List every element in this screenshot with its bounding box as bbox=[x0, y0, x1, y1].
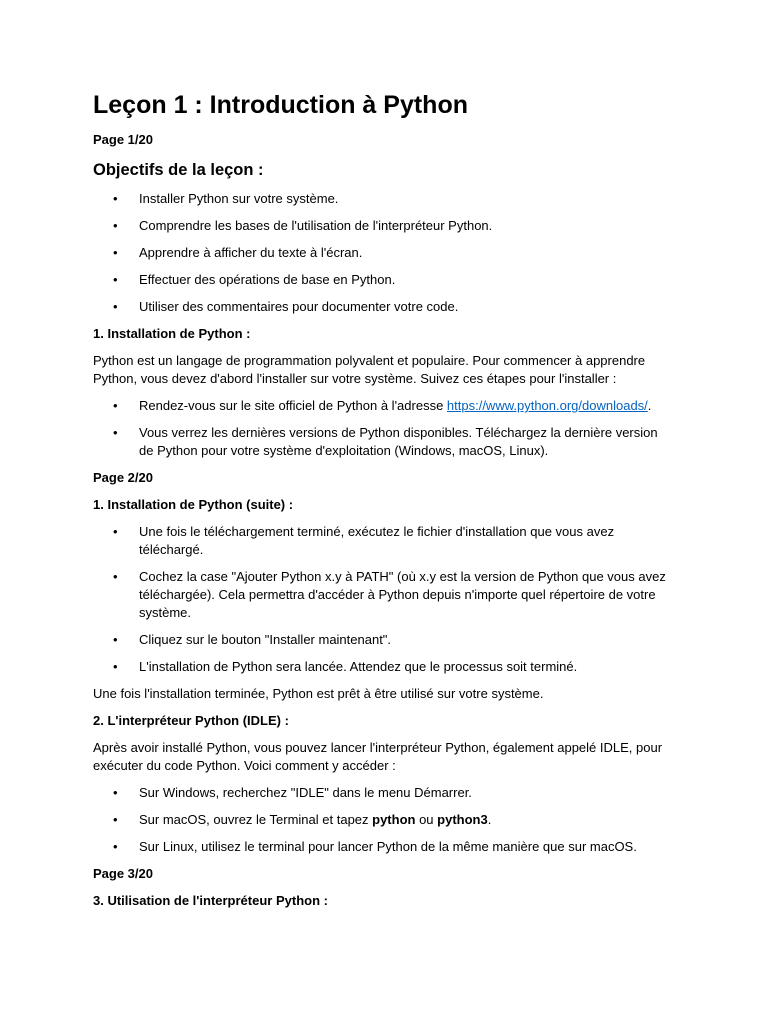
bullet-icon: • bbox=[113, 299, 118, 314]
command-python: python bbox=[372, 812, 416, 827]
list-item: • Cochez la case "Ajouter Python x.y à PATH" (où x.y est la version de Python que vous avez téléchargée). Cela permettra d'accéder à Python depuis n'importe quel répertoire de votre système. bbox=[113, 569, 666, 620]
bullet-icon: • bbox=[113, 272, 118, 287]
section-heading: 2. L'interpréteur Python (IDLE) : bbox=[93, 713, 289, 728]
bullet-icon: • bbox=[113, 191, 118, 206]
objectives-list bbox=[93, 190, 668, 316]
command-python3: python3 bbox=[437, 812, 488, 827]
page-number: Page 3/20 bbox=[93, 866, 153, 881]
paragraph: Python est un langage de programmation polyvalent et populaire. Pour commencer à apprendre Python, vous devez d'abord l'installer sur votre système. Suivez ces étapes pour l'installer : bbox=[93, 353, 646, 386]
bullet-icon: • bbox=[113, 632, 118, 647]
bullet-icon: • bbox=[113, 839, 118, 854]
objectives-heading: Objectifs de la leçon : bbox=[93, 161, 264, 179]
paragraph: Après avoir installé Python, vous pouvez lancer l'interpréteur Python, également appelé IDLE, pour exécuter du code Python. Voici comment y accéder : bbox=[93, 740, 663, 773]
idle-access-list bbox=[93, 784, 668, 856]
bullet-icon: • bbox=[113, 524, 118, 539]
list-item: • Effectuer des opérations de base en Python. bbox=[113, 272, 396, 287]
python-downloads-link[interactable]: https://www.python.org/downloads/ bbox=[446, 398, 648, 413]
list-item: • Une fois le téléchargement terminé, exécutez le fichier d'installation que vous avez téléchargé. bbox=[113, 524, 615, 557]
section-heading: 1. Installation de Python (suite) : bbox=[93, 497, 294, 512]
install-steps-list bbox=[93, 397, 668, 460]
list-item: • Vous verrez les dernières versions de Python disponibles. Téléchargez la dernière version de Python pour votre système d'exploitation (Windows, macOS, Linux). bbox=[113, 425, 658, 458]
list-item: • Utiliser des commentaires pour documenter votre code. bbox=[113, 299, 459, 314]
bullet-icon: • bbox=[113, 245, 118, 260]
bullet-icon: • bbox=[113, 659, 118, 674]
page-number: Page 1/20 bbox=[93, 132, 153, 147]
bullet-icon: • bbox=[113, 569, 118, 584]
list-item: • Cliquez sur le bouton "Installer maintenant". bbox=[113, 632, 392, 647]
list-item: • Sur macOS, ouvrez le Terminal et tapez python ou python3. bbox=[113, 812, 492, 827]
section-heading: 1. Installation de Python : bbox=[93, 326, 251, 341]
bullet-icon: • bbox=[113, 218, 118, 233]
list-item: • Installer Python sur votre système. bbox=[113, 191, 339, 206]
list-item: • Rendez-vous sur le site officiel de Python à l'adresse https://www.python.org/downloads/. bbox=[113, 398, 652, 413]
bullet-icon: • bbox=[113, 398, 118, 413]
list-item: • Sur Linux, utilisez le terminal pour lancer Python de la même manière que sur macOS. bbox=[113, 839, 637, 854]
paragraph: Une fois l'installation terminée, Python est prêt à être utilisé sur votre système. bbox=[93, 686, 544, 701]
lesson-title: Leçon 1 : Introduction à Python bbox=[93, 91, 468, 119]
bullet-icon: • bbox=[113, 425, 118, 440]
list-item: • L'installation de Python sera lancée. Attendez que le processus soit terminé. bbox=[113, 659, 578, 674]
page-number: Page 2/20 bbox=[93, 470, 153, 485]
bullet-icon: • bbox=[113, 812, 118, 827]
install-continued-list bbox=[93, 523, 668, 676]
list-item: • Sur Windows, recherchez "IDLE" dans le menu Démarrer. bbox=[113, 785, 472, 800]
list-item: • Comprendre les bases de l'utilisation de l'interpréteur Python. bbox=[113, 218, 493, 233]
section-heading: 3. Utilisation de l'interpréteur Python : bbox=[93, 893, 328, 908]
bullet-icon: • bbox=[113, 785, 118, 800]
list-item: • Apprendre à afficher du texte à l'écran. bbox=[113, 245, 363, 260]
